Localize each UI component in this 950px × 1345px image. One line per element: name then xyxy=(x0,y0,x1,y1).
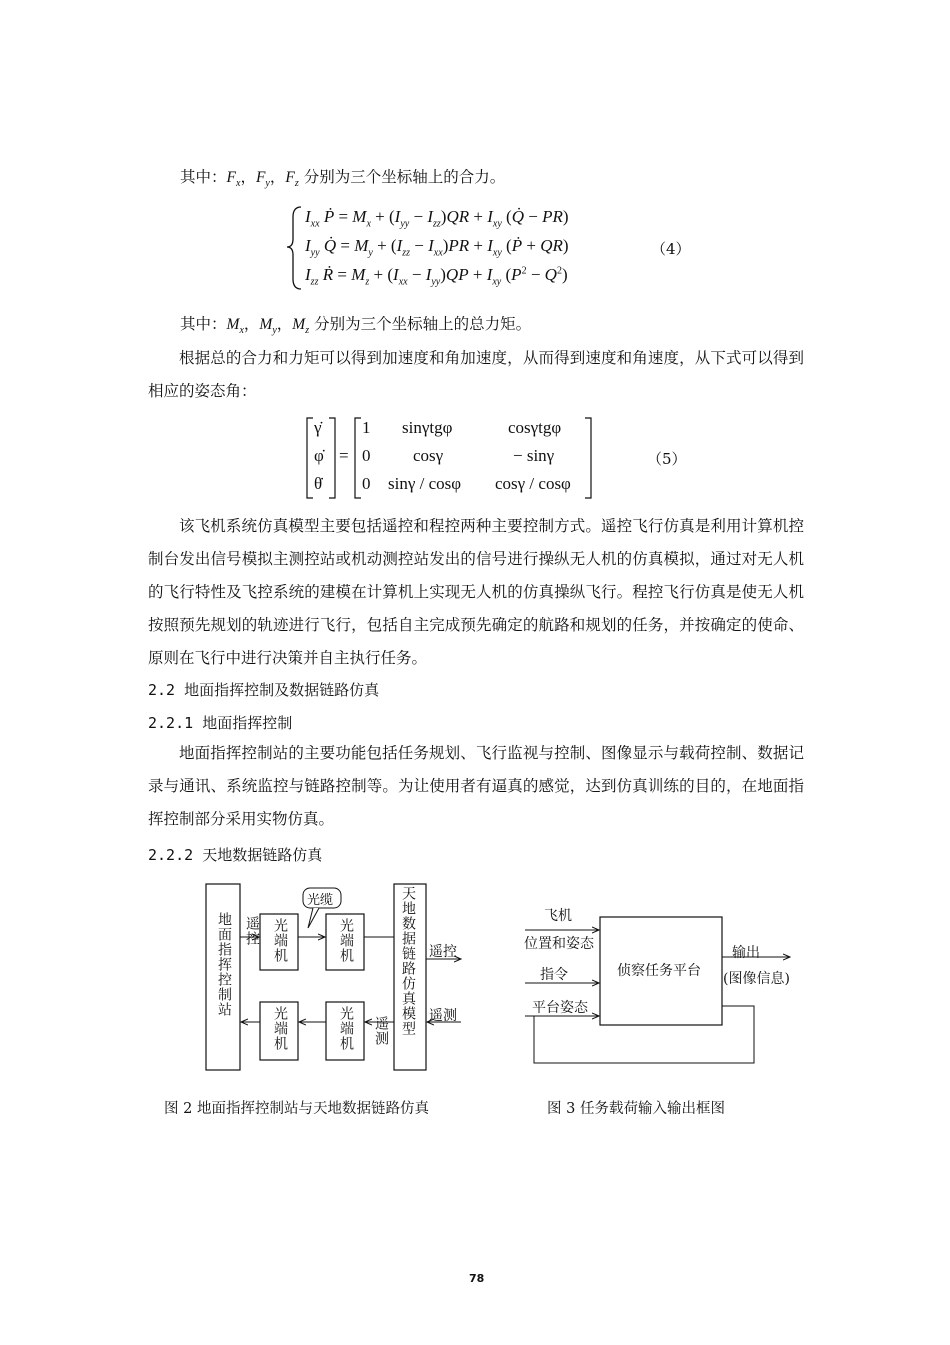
fig3-output-sublabel: (图像信息) xyxy=(723,971,790,987)
fig3-platform-label: 侦察任务平台 xyxy=(617,963,701,979)
equation-4 xyxy=(285,203,735,293)
matrix-cell-2-2: cosγ xyxy=(413,446,444,465)
fig2-remote-in-label: 遥控 xyxy=(244,916,260,946)
paragraph-attitude-intro: 根据总的合力和力矩可以得到加速度和角加速度，从而得到速度和角速度，从下式可以得到相应的姿态角： xyxy=(148,349,804,400)
equation-5 xyxy=(305,416,695,500)
matrix-cell-1-3: cosγtgφ xyxy=(508,418,562,437)
fig2-fiber-bot-2: 光端机 xyxy=(338,1006,354,1051)
left-brace xyxy=(285,203,305,291)
fig3-output-label: 输出 xyxy=(732,945,760,961)
lhs-theta-dot: θ̇ xyxy=(314,474,323,493)
fig2-cable-label: 光缆 xyxy=(307,893,334,908)
figure-3-caption: 图 3 任务载荷输入输出框图 xyxy=(547,1101,725,1117)
fig2-model-label: 天地数据链路仿真模型 xyxy=(400,886,416,1036)
equation-5-number: （5） xyxy=(647,450,687,468)
fig2-fiber-top-2: 光端机 xyxy=(338,918,354,963)
lhs-phi-dot: φ̇ xyxy=(314,446,324,465)
fig2-fiber-bot-1: 光端机 xyxy=(272,1006,288,1051)
matrix-cell-3-3: cosγ / cosφ xyxy=(495,474,571,493)
fig2-telemetry-mid-label: 遥测 xyxy=(373,1016,389,1046)
figure-2 xyxy=(195,878,485,1078)
paragraph-control-modes: 该飞机系统仿真模型主要包括遥控和程控两种主要控制方式。遥控飞行仿真是利用计算机控制台发出信号模拟主测控站或机动测控站发出的信号进行操纵无人机的仿真模拟，通过对无人机的飞行特性及飞控系统的建模在计算机上实现无人机的仿真操纵飞行。程控飞行仿真是使无人机按照预先规划的轨迹进行飞行，包括自主完成预先确定的航路和规划的任务，并按确定的使命、原则在飞行中进行决策并自主执行任务。 xyxy=(148,517,804,667)
matrix-cell-3-1: 0 xyxy=(362,474,371,493)
lhs-gamma-dot: γ̇ xyxy=(314,418,322,437)
page-number: 78 xyxy=(469,1272,485,1285)
equation-4-row-2: $I_{yy}$ Q̇ = $M_y + (I_{zz} - I_{xx})PR + I_{xy}$ (Ṗ + QR) xyxy=(305,236,569,259)
fig2-station-label: 地面指挥控制站 xyxy=(216,912,232,1017)
figure-3 xyxy=(520,895,810,1070)
fig2-telemetry-in-label: 遥测 xyxy=(429,1008,457,1024)
equation-4-number: （4） xyxy=(651,240,691,258)
section-heading-2-2-1: 2.2.1 地面指挥控制 xyxy=(148,714,293,732)
equals-sign: = xyxy=(339,446,349,465)
fig2-fiber-top-1: 光端机 xyxy=(272,918,288,963)
forces-definition: 其中：$F_x$，$F_y$，$F_z$ 分别为三个坐标轴上的合力。 xyxy=(180,168,506,190)
moments-definition: 其中：$M_x$，$M_y$，$M_z$ 分别为三个坐标轴上的总力矩。 xyxy=(180,315,532,337)
fig3-input-1b: 位置和姿态 xyxy=(524,936,594,952)
equation-4-row-3: $I_{zz}$ Ṙ = $M_z + (I_{xx} - I_{yy})QP + I_{xy}$ $(P^2 - Q^2)$ xyxy=(305,265,568,288)
equation-4-row-1: $I_{xx}$ Ṗ = $M_x + (I_{yy} - I_{zz})QR + I_{xy}$ (Q̇ − PR) xyxy=(305,207,569,230)
figure-2-caption: 图 2 地面指挥控制站与天地数据链路仿真 xyxy=(164,1101,429,1117)
matrix-cell-1-2: sinγtgφ xyxy=(402,418,453,437)
fig3-input-1a: 飞机 xyxy=(544,908,572,924)
matrix-cell-2-3: − sinγ xyxy=(513,446,555,465)
matrix-cell-1-1: 1 xyxy=(362,418,371,437)
section-heading-2-2-2: 2.2.2 天地数据链路仿真 xyxy=(148,846,323,864)
matrix-cell-3-2: sinγ / cosφ xyxy=(388,474,462,493)
paragraph-ground-station: 地面指挥控制站的主要功能包括任务规划、飞行监视与控制、图像显示与载荷控制、数据记录与通讯、系统监控与链路控制等。为让使用者有逼真的感觉，达到仿真训练的目的，在地面指挥控制部分采用实物仿真。 xyxy=(148,744,804,828)
fig3-input-2: 指令 xyxy=(540,967,568,983)
section-heading-2-2: 2.2 地面指挥控制及数据链路仿真 xyxy=(148,681,380,699)
matrix-cell-2-1: 0 xyxy=(362,446,371,465)
fig2-remote-out-label: 遥控 xyxy=(429,944,457,960)
fig3-input-3: 平台姿态 xyxy=(532,1000,588,1016)
